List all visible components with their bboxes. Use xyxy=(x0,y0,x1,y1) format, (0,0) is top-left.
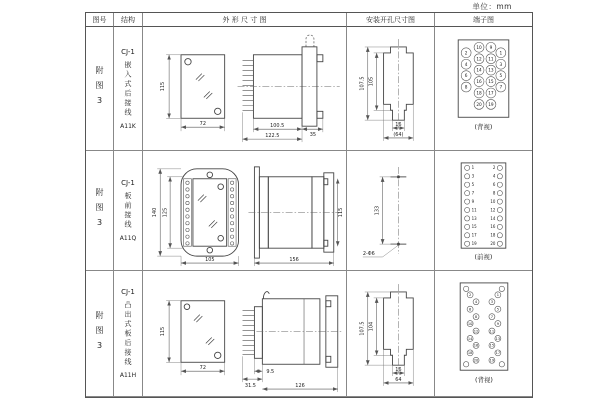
code-text: A11Q xyxy=(119,235,137,242)
svg-text:4: 4 xyxy=(474,300,478,305)
svg-text:2: 2 xyxy=(464,51,468,57)
outline-diagram-a11k xyxy=(143,27,346,150)
svg-text:19: 19 xyxy=(488,102,494,108)
hole-spec-label: 2-Φ6 xyxy=(362,250,375,257)
terminal-comb xyxy=(243,311,255,355)
corner-hole xyxy=(499,362,504,367)
terminal-cell-a11h xyxy=(435,271,532,397)
install-diagram-a11q xyxy=(347,151,434,270)
svg-text:6: 6 xyxy=(492,182,496,188)
outline-cell-a11k xyxy=(143,27,347,151)
svg-text:5: 5 xyxy=(499,74,503,80)
outline-cell-a11q xyxy=(143,151,347,271)
view-label: (前视) xyxy=(474,253,493,262)
svg-text:18: 18 xyxy=(490,232,496,238)
svg-text:6: 6 xyxy=(468,307,472,312)
svg-text:12: 12 xyxy=(476,57,482,63)
svg-text:1: 1 xyxy=(496,293,500,298)
corner-hole xyxy=(463,286,468,291)
svg-text:9: 9 xyxy=(496,321,500,326)
dim-cut-width: 64 xyxy=(395,376,402,383)
dim-flange-depth: 35 xyxy=(309,132,317,139)
svg-text:6: 6 xyxy=(464,74,468,80)
terminal-cell-a11q xyxy=(435,151,532,271)
dim-body-length: 126 xyxy=(295,383,305,390)
figure-no-cell-a11q xyxy=(86,151,114,271)
svg-text:2: 2 xyxy=(492,165,496,171)
dim-front-width: 72 xyxy=(199,121,206,128)
structure-cell-a11h xyxy=(114,271,143,397)
svg-text:13: 13 xyxy=(495,336,501,341)
svg-text:8: 8 xyxy=(474,314,478,319)
corner-hole xyxy=(499,286,504,291)
terminal-circles xyxy=(467,292,501,363)
svg-text:3: 3 xyxy=(499,62,503,68)
svg-text:9: 9 xyxy=(471,198,475,204)
dim-base-width: 9.5 xyxy=(266,369,275,376)
structure-cell-a11q xyxy=(114,151,143,271)
terminal-circles xyxy=(461,42,506,109)
svg-text:16: 16 xyxy=(490,224,496,230)
dim-comb-length: 31.5 xyxy=(244,383,256,390)
svg-text:7: 7 xyxy=(471,190,475,196)
svg-text:1: 1 xyxy=(499,51,503,57)
install-cell-a11q xyxy=(347,151,435,271)
dim-total-length: 122.5 xyxy=(265,133,280,140)
svg-text:14: 14 xyxy=(476,68,482,74)
header-structure: 结构 xyxy=(114,13,143,27)
spec-table xyxy=(85,12,533,398)
svg-text:11: 11 xyxy=(489,329,495,334)
svg-text:10: 10 xyxy=(467,321,473,326)
terminal-diagram-a11h xyxy=(435,271,532,396)
dim-front-height: 115 xyxy=(160,326,167,337)
install-diagram-a11h xyxy=(347,271,434,396)
dim-front-width: 72 xyxy=(199,365,206,372)
figure-no-text: 附图3 xyxy=(95,310,104,357)
dim-front-width: 105 xyxy=(205,257,215,264)
dim-cut-outer-h: 107.5 xyxy=(359,76,366,91)
view-label: (背视) xyxy=(475,376,493,385)
svg-text:17: 17 xyxy=(488,91,494,97)
dim-side-height: 115 xyxy=(338,207,345,218)
model-text: CJ-1 xyxy=(121,179,135,187)
outline-diagram-a11h xyxy=(143,271,346,396)
svg-text:3: 3 xyxy=(490,300,494,305)
terminal-cell-a11k xyxy=(435,27,532,151)
install-diagram-a11k xyxy=(347,27,434,150)
svg-text:17: 17 xyxy=(495,351,501,356)
view-label: (背视) xyxy=(474,123,493,132)
svg-text:3: 3 xyxy=(471,173,475,179)
svg-text:15: 15 xyxy=(471,224,477,230)
outline-diagram-a11q xyxy=(143,151,346,270)
svg-text:1: 1 xyxy=(471,165,475,171)
figure-no-cell-a11k xyxy=(86,27,114,151)
model-text: CJ-1 xyxy=(121,47,135,56)
svg-text:2: 2 xyxy=(468,293,472,298)
dim-side-length: 156 xyxy=(289,257,299,264)
header-install: 安装开孔尺寸图 xyxy=(347,13,435,27)
svg-text:11: 11 xyxy=(471,207,477,213)
svg-text:9: 9 xyxy=(489,45,493,51)
code-text: A11H xyxy=(119,372,137,380)
terminal-diagram-a11q xyxy=(435,151,532,270)
svg-text:4: 4 xyxy=(492,173,496,179)
svg-text:7: 7 xyxy=(499,85,503,91)
svg-text:7: 7 xyxy=(490,314,494,319)
unit-label: 单位：mm xyxy=(472,2,512,11)
svg-text:13: 13 xyxy=(471,215,477,221)
svg-text:18: 18 xyxy=(476,91,482,97)
svg-text:16: 16 xyxy=(473,343,479,348)
svg-text:8: 8 xyxy=(464,85,468,91)
header-terminal: 端子图 xyxy=(435,13,532,27)
clamp-hook xyxy=(306,35,314,47)
install-cell-a11h xyxy=(347,271,435,397)
svg-text:19: 19 xyxy=(489,358,495,363)
svg-text:8: 8 xyxy=(492,190,496,196)
svg-text:4: 4 xyxy=(464,62,468,68)
svg-text:19: 19 xyxy=(471,241,477,247)
install-cell-a11k xyxy=(347,27,435,151)
dim-cut-outer-h: 107.5 xyxy=(359,321,366,336)
svg-text:5: 5 xyxy=(496,307,500,312)
terminal-circles xyxy=(465,165,503,246)
svg-text:13: 13 xyxy=(488,68,494,74)
dim-front-inner-h: 125 xyxy=(162,207,169,218)
svg-text:20: 20 xyxy=(473,358,479,363)
svg-text:12: 12 xyxy=(490,207,496,213)
header-outline: 外 形 尺 寸 图 xyxy=(143,13,347,27)
dim-cut-notch-w: 16 xyxy=(395,122,402,129)
structure-cell-a11k xyxy=(114,27,143,151)
svg-text:14: 14 xyxy=(490,215,496,221)
svg-text:10: 10 xyxy=(476,45,482,51)
svg-text:14: 14 xyxy=(467,336,473,341)
svg-text:20: 20 xyxy=(476,102,482,108)
svg-text:15: 15 xyxy=(489,343,495,348)
model-text: CJ-1 xyxy=(121,287,135,296)
dim-body-length: 100.5 xyxy=(270,123,285,130)
figure-no-text: 附图3 xyxy=(95,65,104,112)
corner-hole xyxy=(463,362,468,367)
terminal-comb xyxy=(243,61,254,111)
svg-text:12: 12 xyxy=(473,329,479,334)
terminal-diagram-a11k xyxy=(435,27,532,150)
code-text: A11K xyxy=(120,122,136,130)
dim-cut-width: (64) xyxy=(393,131,404,138)
svg-text:16: 16 xyxy=(476,80,482,86)
mount-text: 板前接线 xyxy=(124,192,132,230)
wire-hook xyxy=(263,292,269,299)
svg-text:15: 15 xyxy=(488,80,494,86)
dim-cut-inner-h: 104 xyxy=(368,321,375,332)
figure-no-text: 附图3 xyxy=(95,187,104,234)
mount-text: 凸出式板后接线 xyxy=(124,300,132,368)
dim-cut-inner-h: 105 xyxy=(368,76,375,87)
dim-front-height: 115 xyxy=(160,81,167,92)
outline-cell-a11h xyxy=(143,271,347,397)
figure-no-cell-a11h xyxy=(86,271,114,397)
dim-cut-notch-w: 16 xyxy=(395,367,402,374)
dim-front-outer-h: 140 xyxy=(152,207,159,218)
svg-text:17: 17 xyxy=(471,232,477,238)
svg-text:5: 5 xyxy=(471,182,475,188)
svg-text:10: 10 xyxy=(490,198,496,204)
svg-text:18: 18 xyxy=(467,351,473,356)
svg-text:11: 11 xyxy=(488,57,494,63)
dim-hole-dist: 133 xyxy=(374,205,381,216)
svg-text:20: 20 xyxy=(490,241,496,247)
header-figure-no: 图号 xyxy=(86,13,114,27)
mount-text: 嵌入式后接线 xyxy=(124,60,132,118)
